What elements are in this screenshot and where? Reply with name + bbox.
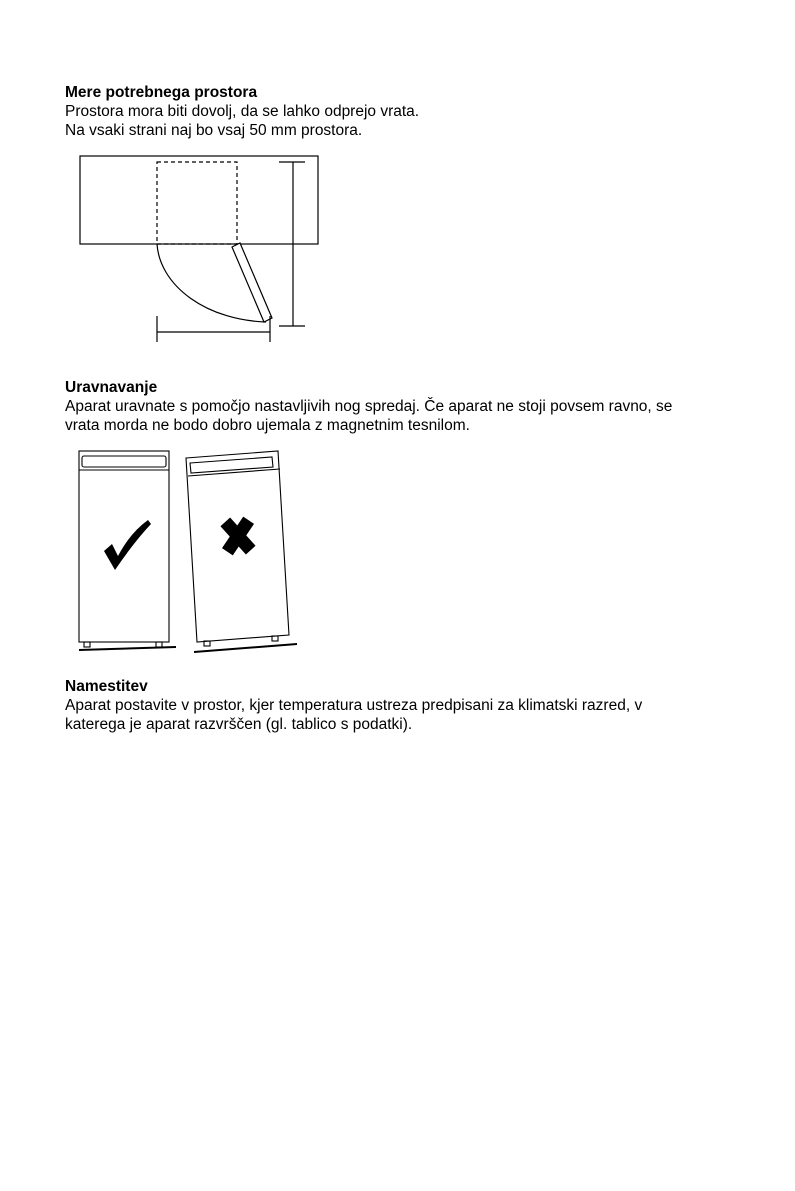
section-heading: Uravnavanje <box>65 379 158 396</box>
door-clearance-diagram <box>0 0 795 360</box>
cross-icon <box>220 516 256 556</box>
leveling-diagram <box>0 440 795 665</box>
fridge-tilted-incorrect <box>186 451 297 652</box>
section-leveling <box>65 378 755 435</box>
paragraph-line: katerega je aparat razvrščen (gl. tablico s podatki). <box>65 716 413 733</box>
door-panel <box>232 243 272 322</box>
section-placement <box>65 677 755 734</box>
paragraph-line: Prostora mora biti dovolj, da se lahko odprejo vrata. <box>65 103 420 120</box>
section-heading: Namestitev <box>65 678 148 695</box>
section-heading: Mere potrebnega prostora <box>65 84 258 101</box>
appliance-outline <box>80 156 318 244</box>
paragraph-line: Na vsaki strani naj bo vsaj 50 mm prostora. <box>65 122 363 139</box>
paragraph-line: vrata morda ne bodo dobro ujemala z magnetnim tesnilom. <box>65 417 470 434</box>
checkmark-icon <box>104 520 151 570</box>
paragraph-line: Aparat postavite v prostor, kjer temperatura ustreza predpisani za klimatski razred, v <box>65 697 643 714</box>
paragraph-line: Aparat uravnate s pomočjo nastavljivih nog spredaj. Če aparat ne stoji povsem ravno, se <box>65 398 673 415</box>
interior-dashed-outline <box>157 162 237 244</box>
